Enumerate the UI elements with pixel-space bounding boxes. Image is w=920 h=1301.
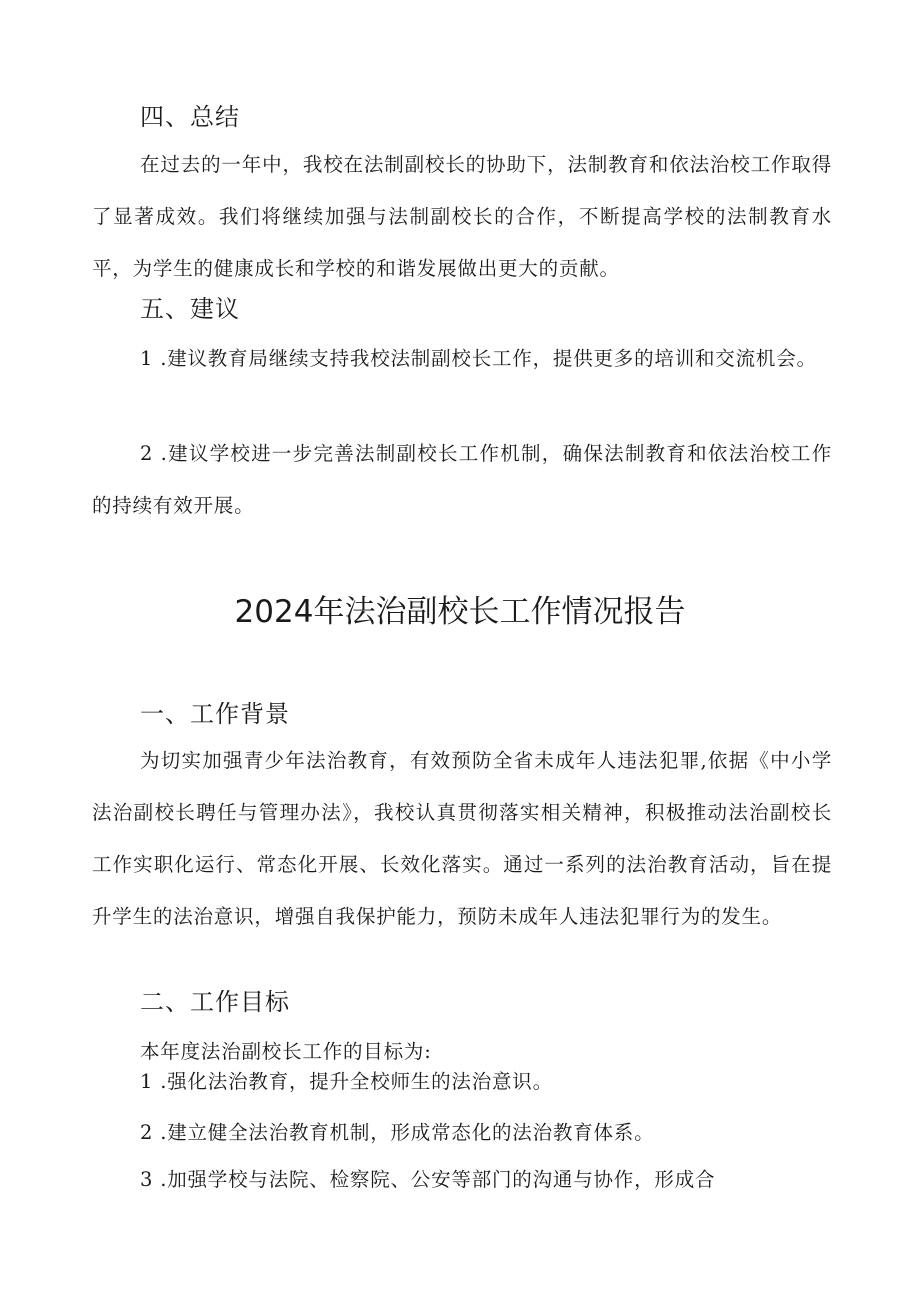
goal-item-2: 2 .建立健全法治教育机制，形成常态化的法治教育体系。: [140, 1121, 655, 1144]
section-heading-background: 一、工作背景: [140, 700, 290, 728]
goal-item-3: 3 .加强学校与法院、检察院、公安等部门的沟通与协作，形成合: [140, 1168, 716, 1191]
goal-item-1: 1 .强化法治教育，提升全校师生的法治意识。: [140, 1070, 553, 1093]
report-title: 2024年法治副校长工作情况报告: [234, 594, 686, 630]
suggestion-item-2: 2 .建议学校进一步完善法制副校长工作机制，确保法制教育和依法治校工作的持续有效开展。: [92, 442, 832, 517]
section-heading-suggestions: 五、建议: [140, 295, 240, 323]
background-paragraph: 为切实加强青少年法治教育，有效预防全省未成年人违法犯罪,依据《中小学法治副校长聘任与管理办法》，我校认真贯彻落实相关精神，积极推动法治副校长工作实职化运行、常态化开展、长效化落实。通过一系列的法治教育活动，旨在提升学生的法治意识，增强自我保护能力，预防未成年人违法犯罪行为的发生。: [92, 749, 832, 928]
suggestion-item-1: 1 .建议教育局继续支持我校法制副校长工作，提供更多的培训和交流机会。: [140, 347, 817, 370]
summary-paragraph: 在过去的一年中，我校在法制副校长的协助下，法制教育和依法治校工作取得了显著成效。我们将继续加强与法制副校长的合作，不断提高学校的法制教育水平，为学生的健康成长和学校的和谐发展做出更大的贡献。: [92, 153, 832, 280]
section-heading-summary: 四、总结: [140, 103, 240, 131]
goals-intro: 本年度法治副校长工作的目标为:: [140, 1040, 432, 1063]
section-heading-goals: 二、工作目标: [140, 988, 290, 1016]
